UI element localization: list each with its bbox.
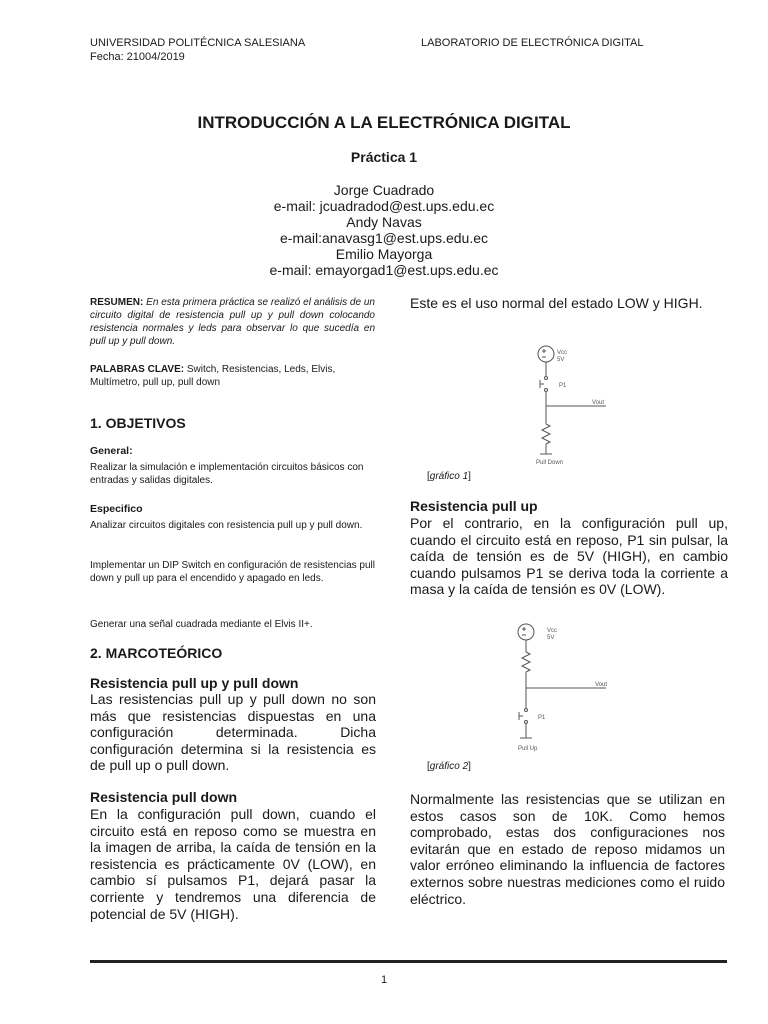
caption-bracket: [ <box>427 471 430 482</box>
intro-text: Este es el uso normal del estado LOW y HIGH. <box>410 295 703 311</box>
pushbutton-icon <box>540 362 548 406</box>
paper-title: INTRODUCCIÓN A LA ELECTRÓNICA DIGITAL <box>197 113 571 132</box>
circuit-type-label: Pull Up <box>518 746 538 752</box>
especifico-item: Implementar un DIP Switch en configuración de resistencias pull down y pull up para el encendido y apagado en leds. <box>90 560 375 584</box>
caption-bracket: ] <box>468 761 471 772</box>
caption-text: gráfico 2 <box>429 761 469 772</box>
especifico-item: Analizar circuitos digitales con resistencia pull up y pull down. <box>90 520 363 531</box>
figure-1-caption <box>427 471 471 482</box>
author-name: Jorge Cuadrado <box>333 182 435 198</box>
p1-label: P1 <box>538 715 546 721</box>
final-paragraph: Normalmente las resistencias que se utilizan en estos casos son de 10K. Como hemos comprobado, estas dos configuraciones nos evitarán que en estado de reposo midamos un valor erróneo eliminando la influencia de factores externos sobre nuestras mediciones como el ruido eléctrico. <box>410 791 725 907</box>
pull-up-circuit-diagram <box>510 620 620 755</box>
pulldown-heading: Resistencia pull down <box>90 789 238 805</box>
caption-bracket: [ <box>427 761 430 772</box>
page-number: 1 <box>380 974 388 986</box>
header-institution: UNIVERSIDAD POLITÉCNICA SALESIANA <box>90 37 306 49</box>
caption-text: gráfico 1 <box>429 471 469 482</box>
voltage-label: 5V <box>547 635 555 641</box>
paper-subtitle: Práctica 1 <box>350 149 418 165</box>
author-list <box>0 182 768 278</box>
keywords-label: PALABRAS CLAVE: <box>90 364 185 375</box>
resistor-icon <box>522 640 530 688</box>
header-date: Fecha: 21004/2019 <box>90 51 185 63</box>
vcc-label: Vcc <box>547 628 558 634</box>
keywords <box>90 363 375 389</box>
figure-2-caption <box>427 761 471 772</box>
section-objetivos-heading: 1. OBJETIVOS <box>90 415 186 431</box>
voltage-label: 5V <box>557 357 565 363</box>
author-name: Andy Navas <box>346 214 422 230</box>
footer-rule <box>90 960 727 963</box>
general-label: General: <box>90 445 133 457</box>
pullup-heading: Resistencia pull up <box>410 498 538 514</box>
pullup-text: Por el contrario, en la configuración pull up, cuando el circuito está en reposo, P1 sin pulsar, la caída de tensión es de 5V (HIGH), en cambio cuando pulsamos P1 se deriva toda la corriente a masa y la caída de tensión es 0V (LOW). <box>410 515 728 598</box>
especifico-label: Especifico <box>90 503 143 515</box>
header-lab: LABORATORIO DE ELECTRÓNICA DIGITAL <box>421 37 644 49</box>
vcc-source-icon <box>518 624 534 640</box>
section-marco-heading: 2. MARCOTEÓRICO <box>90 645 223 661</box>
author-email: e-mail: emayorgad1@est.ups.edu.ec <box>269 262 499 278</box>
author-name: Emilio Mayorga <box>335 246 433 262</box>
pull-down-circuit-diagram <box>510 340 620 468</box>
abstract-text: En esta primera práctica se realizó el análisis de un circuito digital de resistencia pull up y pull down colocando resistencia normales y leds para observar lo que sucedía en pull up y pull down. <box>90 297 375 347</box>
vcc-source-icon <box>538 346 554 362</box>
general-text: Realizar la simulación e implementación circuitos básicos con entradas y salidas digitales. <box>90 462 364 486</box>
keywords-text: Switch, Resistencias, Leds, Elvis, Multímetro, pull up, pull down <box>90 364 336 388</box>
author-email: e-mail:anavasg1@est.ups.edu.ec <box>280 230 488 246</box>
vcc-label: Vcc <box>557 350 568 356</box>
caption-bracket: ] <box>468 471 471 482</box>
vout-label: Vout <box>592 400 605 406</box>
p1-label: P1 <box>559 383 567 389</box>
pulldown-text: En la configuración pull down, cuando el circuito está en reposo como se muestra en la imagen de arriba, la caída de tensión en la resistencia es prácticamente 0V (LOW), en cambio sí pulsamos P1, dejará pasar la corriente y tendremos una diferencia de potencial de 5V (HIGH). <box>90 806 376 922</box>
author-email: e-mail: jcuadradod@est.ups.edu.ec <box>273 198 495 214</box>
pullupdown-text: Las resistencias pull up y pull down no son más que resistencias dispuestas en una configuración determinada. Dicha configuración determina si la resistencia es de pull up o pull down. <box>90 691 376 774</box>
resistor-icon <box>542 406 550 454</box>
circuit-type-label: Pull Down <box>536 460 564 466</box>
especifico-item: Generar una señal cuadrada mediante el Elvis II+. <box>90 619 313 630</box>
abstract-label: RESUMEN: <box>90 297 144 308</box>
vout-label: Vout <box>595 682 608 688</box>
abstract <box>90 296 375 348</box>
pushbutton-icon <box>519 688 528 738</box>
pullupdown-heading: Resistencia pull up y pull down <box>90 675 299 691</box>
